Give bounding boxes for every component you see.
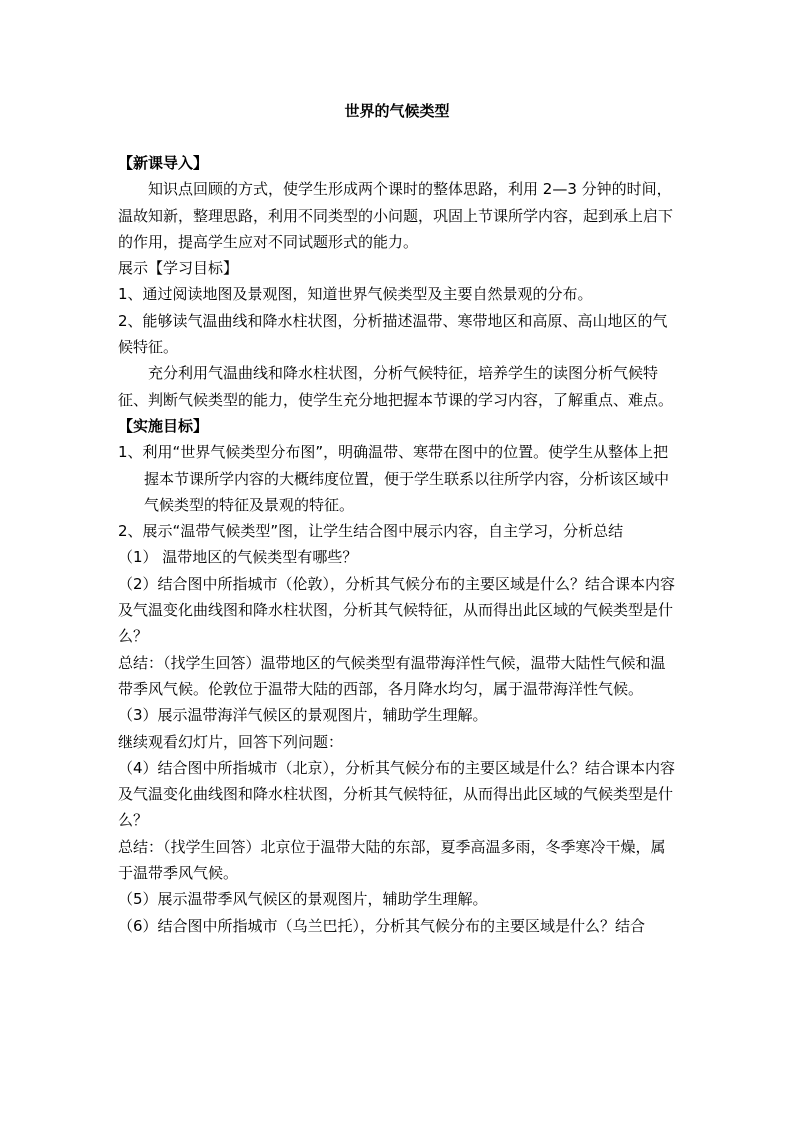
paragraph: 继续观看幻灯片，回答下列问题： — [118, 732, 344, 751]
paragraph: 知识点回顾的方式，使学生形成两个课时的整体思路，利用 2—3 分钟的时间，温故知新，整理思路，利用不同类型的小问题，巩固上节课所学内容，起到承上启下的作用，提高学生应对不同试题形式的能力。 — [118, 180, 674, 251]
list-item: 1、通过阅读地图及景观图，知道世界气候类型及主要自然景观的分布。 — [118, 285, 593, 304]
question-item: （2）结合图中所指城市（伦敦），分析其气候分布的主要区域是什么？结合课本内容及气温变化曲线图和降水柱状图，分析其气候特征，从而得出此区域的气候类型是什么？ — [118, 574, 676, 646]
section-heading-intro: 【新课导入】 — [118, 154, 209, 172]
question-item: （6）结合图中所指城市（乌兰巴托），分析其气候分布的主要区域是什么？结合 — [118, 916, 646, 935]
list-item: 2、展示“温带气候类型”图，让学生结合图中展示内容，自主学习，分析总结 — [118, 522, 624, 541]
summary-paragraph: 总结：（找学生回答）北京位于温带大陆的东部，夏季高温多雨，冬季寒冷干燥，属于温带季风气候。 — [118, 837, 666, 883]
document-body — [118, 150, 678, 939]
question-item: （5）展示温带季风气候区的景观图片，辅助学生理解。 — [118, 890, 488, 909]
list-item: 2、能够读气温曲线和降水柱状图，分析描述温带、寒带地区和高原、高山地区的气候特征。 — [118, 311, 668, 357]
summary-paragraph: 总结：（找学生回答）温带地区的气候类型有温带海洋性气候，温带大陆性气候和温带季风气候。伦敦位于温带大陆的西部，各月降水均匀，属于温带海洋性气候。 — [118, 653, 666, 698]
paragraph: 展示【学习目标】 — [118, 259, 239, 278]
section-heading-goals: 【实施目标】 — [118, 416, 209, 435]
document-title: 世界的气候类型 — [344, 102, 450, 120]
paragraph: 充分利用气温曲线和降水柱状图，分析气候特征，培养学生的读图分析气候特征、判断气候类型的能力，使学生充分地把握本节课的学习内容，了解重点、难点。 — [118, 364, 674, 409]
question-item: （3）展示温带海洋气候区的景观图片，辅助学生理解。 — [118, 706, 488, 725]
question-item: （1） 温带地区的气候类型有哪些？ — [118, 548, 358, 567]
question-item: （4）结合图中所指城市（北京），分析其气候分布的主要区域是什么？结合课本内容及气温变化曲线图和降水柱状图，分析其气候特征，从而得出此区域的气候类型是什么？ — [118, 758, 676, 830]
list-item: 1、利用“世界气候类型分布图”，明确温带、寒带在图中的位置。使学生从整体上把握本节课所学内容的大概纬度位置，便于学生联系以往所学内容，分析该区域中气候类型的特征及景观的特征。 — [118, 443, 670, 514]
